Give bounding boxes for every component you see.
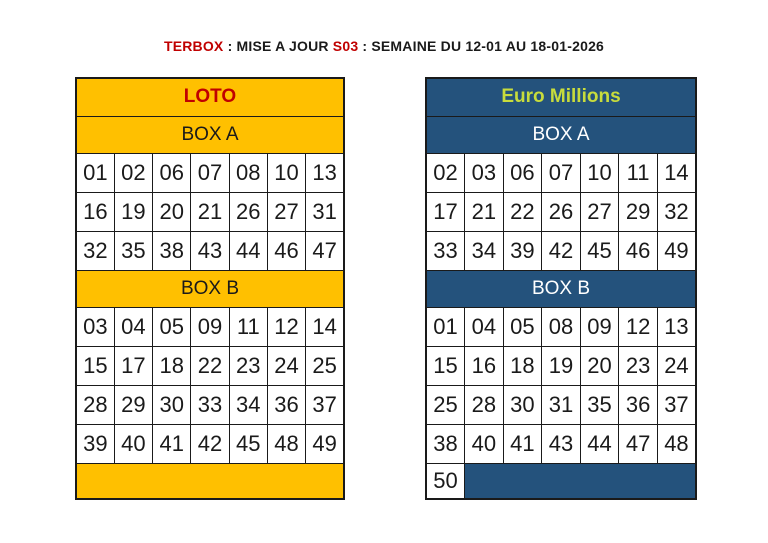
number-cell: 25 — [306, 346, 344, 385]
number-cell: 11 — [229, 307, 267, 346]
euromillions-box-b-label: BOX B — [426, 270, 696, 307]
number-cell: 34 — [465, 231, 504, 270]
loto-table — [75, 77, 345, 500]
number-row — [76, 424, 344, 463]
number-cell: 18 — [153, 346, 191, 385]
number-cell: 05 — [503, 307, 542, 346]
number-cell: 02 — [426, 153, 465, 192]
loto-box-b-grid — [76, 307, 344, 463]
number-cell: 33 — [426, 231, 465, 270]
number-cell: 34 — [229, 385, 267, 424]
number-cell: 48 — [657, 424, 696, 463]
number-cell: 25 — [426, 385, 465, 424]
number-row — [76, 192, 344, 231]
euromillions-box-a-header-row — [426, 116, 696, 153]
euromillions-box-b-header-row — [426, 270, 696, 307]
number-cell: 04 — [465, 307, 504, 346]
number-row — [426, 346, 696, 385]
title-semaine: : SEMAINE DU 12-01 AU 18-01-2026 — [358, 38, 605, 54]
number-cell: 46 — [619, 231, 658, 270]
number-cell: 32 — [76, 231, 114, 270]
number-cell: 04 — [114, 307, 152, 346]
number-row — [426, 153, 696, 192]
number-cell: 24 — [267, 346, 305, 385]
number-cell: 09 — [191, 307, 229, 346]
number-cell: 19 — [542, 346, 581, 385]
loto-box-b-label: BOX B — [76, 270, 344, 307]
number-cell: 07 — [191, 153, 229, 192]
number-cell: 17 — [426, 192, 465, 231]
number-cell: 26 — [542, 192, 581, 231]
number-cell: 13 — [306, 153, 344, 192]
loto-footer-row — [76, 463, 344, 499]
loto-footer-band — [76, 463, 344, 499]
number-cell: 36 — [267, 385, 305, 424]
number-cell: 41 — [153, 424, 191, 463]
number-cell: 01 — [76, 153, 114, 192]
number-cell: 09 — [580, 307, 619, 346]
number-cell: 10 — [267, 153, 305, 192]
euromillions-box-a-grid — [426, 153, 696, 270]
number-cell: 08 — [229, 153, 267, 192]
loto-box-b-header-row — [76, 270, 344, 307]
number-cell: 15 — [426, 346, 465, 385]
number-cell: 18 — [503, 346, 542, 385]
number-cell: 08 — [542, 307, 581, 346]
loto-title-row — [76, 78, 344, 116]
number-cell: 44 — [229, 231, 267, 270]
number-cell: 45 — [229, 424, 267, 463]
number-cell: 14 — [306, 307, 344, 346]
number-cell: 35 — [580, 385, 619, 424]
euromillions-box-a-label: BOX A — [426, 116, 696, 153]
number-cell: 23 — [619, 346, 658, 385]
number-cell: 28 — [76, 385, 114, 424]
number-cell: 03 — [76, 307, 114, 346]
number-cell: 16 — [76, 192, 114, 231]
number-cell: 47 — [619, 424, 658, 463]
page-title — [0, 38, 768, 54]
number-cell: 11 — [619, 153, 658, 192]
number-cell: 45 — [580, 231, 619, 270]
number-cell: 41 — [503, 424, 542, 463]
number-cell: 01 — [426, 307, 465, 346]
number-cell: 48 — [267, 424, 305, 463]
euromillions-footer-band — [465, 463, 696, 499]
number-row — [426, 424, 696, 463]
number-row — [76, 231, 344, 270]
number-cell: 29 — [619, 192, 658, 231]
number-cell: 50 — [426, 463, 465, 499]
number-cell: 26 — [229, 192, 267, 231]
number-cell: 43 — [191, 231, 229, 270]
number-cell: 20 — [153, 192, 191, 231]
number-row — [426, 385, 696, 424]
number-cell: 31 — [306, 192, 344, 231]
number-cell: 21 — [191, 192, 229, 231]
euromillions-box-b-grid — [426, 307, 696, 463]
number-cell: 30 — [153, 385, 191, 424]
number-cell: 28 — [465, 385, 504, 424]
number-cell: 35 — [114, 231, 152, 270]
number-cell: 27 — [267, 192, 305, 231]
euromillions-title: Euro Millions — [426, 78, 696, 116]
number-cell: 40 — [114, 424, 152, 463]
number-cell: 32 — [657, 192, 696, 231]
number-cell: 49 — [657, 231, 696, 270]
number-cell: 49 — [306, 424, 344, 463]
number-cell: 05 — [153, 307, 191, 346]
number-cell: 17 — [114, 346, 152, 385]
number-cell: 22 — [191, 346, 229, 385]
number-cell: 31 — [542, 385, 581, 424]
number-cell: 14 — [657, 153, 696, 192]
number-cell: 03 — [465, 153, 504, 192]
number-cell: 37 — [657, 385, 696, 424]
number-row — [76, 153, 344, 192]
title-terbox: TERBOX — [163, 38, 224, 54]
title-week: S03 — [332, 38, 359, 54]
euromillions-last-row — [426, 463, 696, 499]
number-cell: 10 — [580, 153, 619, 192]
loto-box-a-grid — [76, 153, 344, 270]
number-cell: 39 — [503, 231, 542, 270]
number-cell: 40 — [465, 424, 504, 463]
euromillions-title-row — [426, 78, 696, 116]
number-cell: 06 — [503, 153, 542, 192]
number-cell: 02 — [114, 153, 152, 192]
number-cell: 36 — [619, 385, 658, 424]
number-cell: 22 — [503, 192, 542, 231]
number-cell: 30 — [503, 385, 542, 424]
number-row — [76, 346, 344, 385]
number-row — [76, 307, 344, 346]
number-cell: 23 — [229, 346, 267, 385]
number-cell: 21 — [465, 192, 504, 231]
loto-box-a-label: BOX A — [76, 116, 344, 153]
loto-title: LOTO — [76, 78, 344, 116]
number-cell: 44 — [580, 424, 619, 463]
euromillions-table-wrap — [425, 77, 697, 500]
number-row — [426, 307, 696, 346]
number-cell: 27 — [580, 192, 619, 231]
number-cell: 19 — [114, 192, 152, 231]
number-row — [76, 385, 344, 424]
euromillions-table — [425, 77, 697, 500]
number-cell: 37 — [306, 385, 344, 424]
number-cell: 12 — [267, 307, 305, 346]
number-cell: 12 — [619, 307, 658, 346]
number-cell: 46 — [267, 231, 305, 270]
number-cell: 33 — [191, 385, 229, 424]
number-cell: 06 — [153, 153, 191, 192]
number-cell: 29 — [114, 385, 152, 424]
title-mise-a-jour: : MISE A JOUR — [223, 38, 333, 54]
number-cell: 20 — [580, 346, 619, 385]
number-cell: 43 — [542, 424, 581, 463]
number-row — [426, 231, 696, 270]
number-cell: 38 — [153, 231, 191, 270]
number-cell: 16 — [465, 346, 504, 385]
loto-box-a-header-row — [76, 116, 344, 153]
number-cell: 42 — [542, 231, 581, 270]
number-cell: 42 — [191, 424, 229, 463]
number-cell: 39 — [76, 424, 114, 463]
number-cell: 07 — [542, 153, 581, 192]
number-cell: 38 — [426, 424, 465, 463]
loto-table-wrap — [75, 77, 345, 500]
number-cell: 24 — [657, 346, 696, 385]
number-cell: 13 — [657, 307, 696, 346]
number-row — [426, 192, 696, 231]
number-cell: 47 — [306, 231, 344, 270]
number-cell: 15 — [76, 346, 114, 385]
